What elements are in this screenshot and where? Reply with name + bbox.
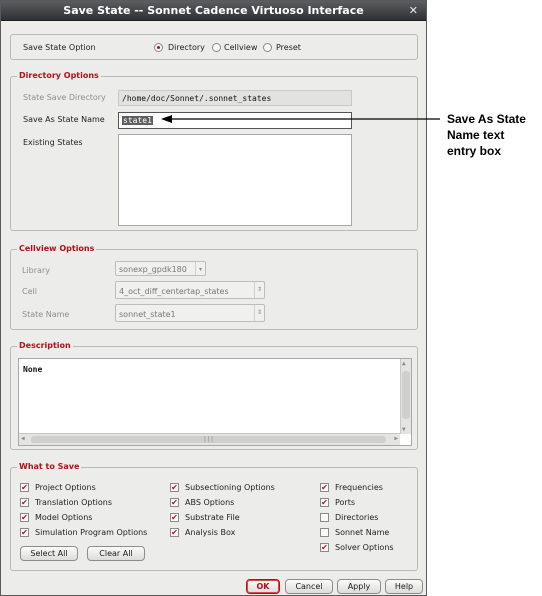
project-options-label[interactable]: Project Options: [35, 483, 96, 492]
radio-preset-label[interactable]: Preset: [276, 43, 301, 52]
cell-select[interactable]: [115, 281, 265, 299]
apply-button[interactable]: Apply: [337, 579, 381, 594]
library-select[interactable]: [115, 261, 206, 276]
cell-value: 4_oct_diff_centertap_states: [119, 287, 229, 296]
state-save-directory-field: [118, 90, 352, 106]
check-icon: ✔: [321, 498, 328, 507]
library-label: Library: [22, 266, 50, 275]
callout-text: [447, 111, 526, 159]
radio-preset[interactable]: [263, 43, 272, 52]
checkbox-substrate-file[interactable]: [170, 513, 179, 522]
clear-all-button[interactable]: Clear All: [87, 546, 145, 561]
substrate-file-label[interactable]: Substrate File: [185, 513, 240, 522]
radio-directory[interactable]: [154, 43, 163, 52]
checkbox-simulation-program-options[interactable]: [20, 528, 29, 537]
check-icon: ✔: [171, 498, 178, 507]
scroll-left-icon[interactable]: ◀: [21, 435, 25, 442]
checkbox-model-options[interactable]: [20, 513, 29, 522]
window-title: Save State -- Sonnet Cadence Virtuoso Interface: [63, 4, 364, 17]
save-as-state-name-label: Save As State Name: [23, 115, 105, 124]
cellview-options-legend: Cellview Options: [19, 244, 95, 253]
checkbox-abs-options[interactable]: [170, 498, 179, 507]
sonnet-name-label[interactable]: Sonnet Name: [335, 528, 390, 537]
scroll-right-icon[interactable]: ▶: [394, 435, 398, 442]
help-button[interactable]: Help: [385, 579, 423, 594]
radio-cellview-label[interactable]: Cellview: [224, 43, 258, 52]
vertical-scrollbar[interactable]: [400, 359, 411, 434]
description-group: [10, 341, 418, 450]
check-icon: ✔: [321, 483, 328, 492]
chevron-down-icon: ▾: [195, 262, 205, 275]
cancel-button[interactable]: Cancel: [285, 579, 333, 594]
chevron-updown-icon: ⇕: [254, 282, 264, 298]
ok-button[interactable]: OK: [246, 579, 280, 594]
check-icon: ✔: [171, 513, 178, 522]
state-save-directory-value: /home/doc/Sonnet/.sonnet_states: [122, 94, 272, 103]
state-save-directory-label: State Save Directory: [23, 93, 106, 102]
save-state-option-label: Save State Option: [23, 43, 96, 52]
title-bar[interactable]: [1, 1, 426, 21]
check-icon: ✔: [21, 513, 28, 522]
close-icon[interactable]: ✕: [408, 4, 418, 17]
checkbox-translation-options[interactable]: [20, 498, 29, 507]
description-legend: Description: [19, 341, 71, 350]
directory-options-legend: Directory Options: [19, 71, 99, 80]
callout-line-3: entry box: [447, 144, 502, 158]
check-icon: ✔: [21, 483, 28, 492]
save-as-state-name-value: state1: [123, 116, 152, 125]
scroll-down-icon[interactable]: ▼: [402, 426, 406, 433]
solver-options-label[interactable]: Solver Options: [335, 543, 394, 552]
scroll-up-icon[interactable]: ▲: [402, 360, 406, 367]
state-name-label: State Name: [22, 310, 70, 319]
checkbox-ports[interactable]: [320, 498, 329, 507]
abs-options-label[interactable]: ABS Options: [185, 498, 235, 507]
existing-states-list[interactable]: [118, 134, 352, 226]
scroll-grip-icon: |||: [203, 436, 214, 443]
checkbox-subsectioning-options[interactable]: [170, 483, 179, 492]
radio-cellview[interactable]: [212, 43, 221, 52]
cell-label: Cell: [22, 287, 37, 296]
chevron-updown-icon: ⇕: [254, 305, 264, 321]
directory-options-group: [10, 71, 418, 231]
frequencies-label[interactable]: Frequencies: [335, 483, 383, 492]
state-name-select[interactable]: [115, 304, 265, 322]
subsectioning-options-label[interactable]: Subsectioning Options: [185, 483, 275, 492]
existing-states-label: Existing States: [23, 138, 83, 147]
translation-options-label[interactable]: Translation Options: [35, 498, 112, 507]
check-icon: ✔: [171, 528, 178, 537]
ports-label[interactable]: Ports: [335, 498, 356, 507]
callout-line-2: Name text: [447, 128, 505, 142]
library-value: sonexp_gpdk180: [119, 265, 187, 274]
vertical-scroll-thumb[interactable]: [402, 371, 410, 419]
what-to-save-legend: What to Save: [19, 462, 80, 471]
model-options-label[interactable]: Model Options: [35, 513, 93, 522]
analysis-box-label[interactable]: Analysis Box: [185, 528, 236, 537]
callout-line-1: Save As State: [447, 112, 526, 126]
checkbox-analysis-box[interactable]: [170, 528, 179, 537]
check-icon: ✔: [21, 528, 28, 537]
description-text: None: [23, 365, 43, 374]
check-icon: ✔: [171, 483, 178, 492]
select-all-button[interactable]: Select All: [20, 546, 78, 561]
cellview-options-group: [10, 244, 418, 330]
what-to-save-group: [10, 462, 418, 571]
horizontal-scrollbar[interactable]: [19, 433, 400, 445]
check-icon: ✔: [321, 543, 328, 552]
description-textarea[interactable]: [18, 358, 412, 446]
state-name-value: sonnet_state1: [119, 310, 176, 319]
checkbox-frequencies[interactable]: [320, 483, 329, 492]
checkbox-project-options[interactable]: [20, 483, 29, 492]
directories-label[interactable]: Directories: [335, 513, 379, 522]
radio-directory-label[interactable]: Directory: [168, 43, 205, 52]
checkbox-directories[interactable]: [320, 513, 329, 522]
save-as-state-name-input[interactable]: [118, 112, 352, 129]
checkbox-solver-options[interactable]: [320, 543, 329, 552]
save-state-option-group: [10, 34, 418, 60]
checkbox-sonnet-name[interactable]: [320, 528, 329, 537]
horizontal-scroll-thumb[interactable]: [31, 436, 386, 443]
simulation-program-options-label[interactable]: Simulation Program Options: [35, 528, 148, 537]
check-icon: ✔: [21, 498, 28, 507]
